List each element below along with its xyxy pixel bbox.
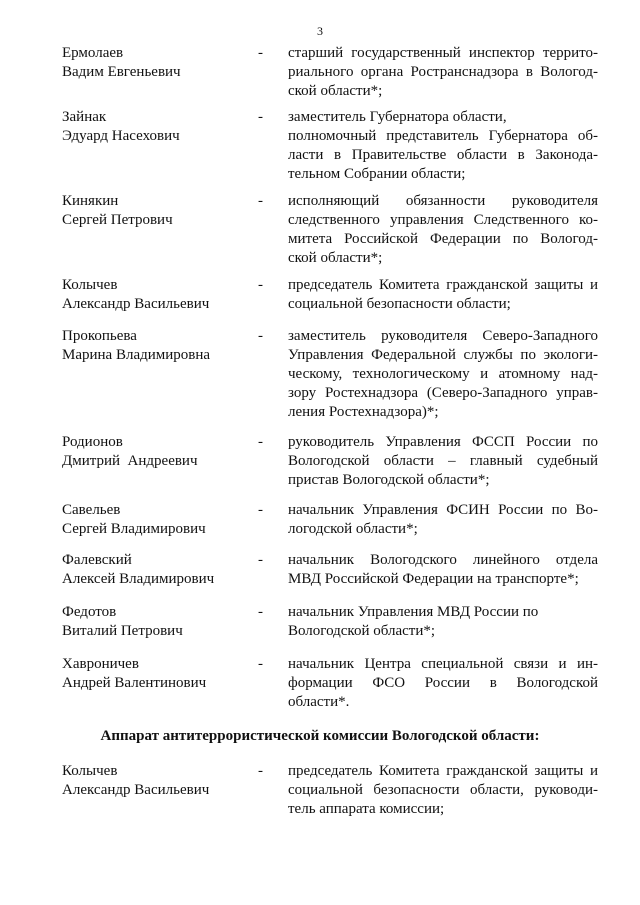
member-surname: Прокопьева bbox=[62, 328, 137, 344]
position-line: социальной безопасности области; bbox=[288, 296, 511, 312]
member-given-names: Вадим Евгеньевич bbox=[62, 64, 181, 80]
position-line: тельном Собрании области; bbox=[288, 166, 466, 182]
dash-separator: - bbox=[258, 277, 263, 293]
position-line: ской области*; bbox=[288, 83, 383, 99]
position-line: формации ФСО России в Вологодской bbox=[288, 675, 598, 691]
member-name bbox=[62, 108, 252, 146]
member-surname: Колычев bbox=[62, 277, 118, 293]
member-name bbox=[62, 551, 252, 589]
member-name bbox=[62, 327, 252, 365]
dash-separator: - bbox=[258, 328, 263, 344]
position-line: МВД Российской Федерации на транспорте*; bbox=[288, 571, 579, 587]
position-line: начальник Управления ФСИН России по Во- bbox=[288, 502, 598, 518]
member-given-names: Андрей Валентинович bbox=[62, 675, 207, 691]
member-name bbox=[62, 433, 252, 471]
dash-separator: - bbox=[258, 193, 263, 209]
member-position bbox=[288, 276, 598, 314]
position-line: полномочный представитель Губернатора об- bbox=[288, 128, 598, 144]
dash-separator: - bbox=[258, 502, 263, 518]
dash-separator: - bbox=[258, 656, 263, 672]
member-given-names: Алексей Владимирович bbox=[62, 571, 215, 587]
position-line: заместитель руководителя Северо-Западного bbox=[288, 328, 598, 344]
position-line: логодской области*; bbox=[288, 521, 418, 537]
position-line: Управления Федеральной службы по экологи- bbox=[288, 347, 598, 363]
section-heading: Аппарат антитеррористической комиссии Вологодской области: bbox=[100, 728, 540, 744]
member-surname: Хавроничев bbox=[62, 656, 139, 672]
member-given-names: Сергей Петрович bbox=[62, 212, 173, 228]
dash-separator: - bbox=[258, 604, 263, 620]
position-line: начальник Вологодского линейного отдела bbox=[288, 552, 598, 568]
member-surname: Родионов bbox=[62, 434, 123, 450]
dash-separator: - bbox=[258, 434, 263, 450]
position-line: старший государственный инспектор террито- bbox=[288, 45, 598, 61]
member-given-names: Виталий Петрович bbox=[62, 623, 183, 639]
member-position bbox=[288, 551, 598, 589]
member-position bbox=[288, 108, 598, 184]
position-line: митета Российской Федерации по Вологод- bbox=[288, 231, 598, 247]
member-surname: Фалевский bbox=[62, 552, 132, 568]
dash-separator: - bbox=[258, 109, 263, 125]
position-line: тель аппарата комиссии; bbox=[288, 801, 445, 817]
member-given-names: Александр Васильевич bbox=[62, 782, 210, 798]
position-line: ческому, технологическому и атомному над- bbox=[288, 366, 598, 382]
position-line: Вологодской области – главный судебный bbox=[288, 453, 598, 469]
position-line: ласти в Правительстве области в Законода- bbox=[288, 147, 598, 163]
position-line: председатель Комитета гражданской защиты и bbox=[288, 277, 598, 293]
position-line: ской области*; bbox=[288, 250, 383, 266]
member-name bbox=[62, 762, 252, 800]
position-line: руководитель Управления ФССП России по bbox=[288, 434, 598, 450]
position-line: области*. bbox=[288, 694, 350, 710]
member-name bbox=[62, 276, 252, 314]
position-line: социальной безопасности области, руководи- bbox=[288, 782, 598, 798]
member-surname: Зайнак bbox=[62, 109, 107, 125]
member-position bbox=[288, 192, 598, 268]
member-given-names: Александр Васильевич bbox=[62, 296, 210, 312]
member-surname: Кинякин bbox=[62, 193, 119, 209]
member-position bbox=[288, 44, 598, 101]
member-position bbox=[288, 603, 598, 641]
member-given-names: Марина Владимировна bbox=[62, 347, 211, 363]
position-line: исполняющий обязанности руководителя bbox=[288, 193, 598, 209]
member-surname: Савельев bbox=[62, 502, 121, 518]
member-surname: Ермолаев bbox=[62, 45, 124, 61]
member-name bbox=[62, 655, 252, 693]
dash-separator: - bbox=[258, 45, 263, 61]
position-line: ления Ростехнадзора)*; bbox=[288, 404, 439, 420]
member-position bbox=[288, 762, 598, 819]
position-line: пристав Вологодской области*; bbox=[288, 472, 490, 488]
position-line: заместитель Губернатора области, bbox=[288, 109, 507, 125]
member-given-names: Эдуард Насехович bbox=[62, 128, 180, 144]
position-line: следственного управления Следственного ко- bbox=[288, 212, 598, 228]
position-line: риального органа Ространснадзора в Вологод- bbox=[288, 64, 598, 80]
position-line: Вологодской области*; bbox=[288, 623, 436, 639]
dash-separator: - bbox=[258, 552, 263, 568]
member-given-names: Дмитрий Андреевич bbox=[62, 453, 198, 469]
member-position bbox=[288, 433, 598, 490]
dash-separator: - bbox=[258, 763, 263, 779]
member-position bbox=[288, 501, 598, 539]
position-line: председатель Комитета гражданской защиты и bbox=[288, 763, 598, 779]
member-position bbox=[288, 327, 598, 422]
member-surname: Федотов bbox=[62, 604, 117, 620]
member-given-names: Сергей Владимирович bbox=[62, 521, 206, 537]
member-surname: Колычев bbox=[62, 763, 118, 779]
member-name bbox=[62, 501, 252, 539]
member-name bbox=[62, 192, 252, 230]
member-name bbox=[62, 44, 252, 82]
position-line: зору Ростехнадзора (Северо-Западного управ- bbox=[288, 385, 598, 401]
member-position bbox=[288, 655, 598, 712]
member-name bbox=[62, 603, 252, 641]
page-number: 3 bbox=[317, 24, 323, 38]
position-line: начальник Центра специальной связи и ин- bbox=[288, 656, 598, 672]
position-line: начальник Управления МВД России по bbox=[288, 604, 539, 620]
